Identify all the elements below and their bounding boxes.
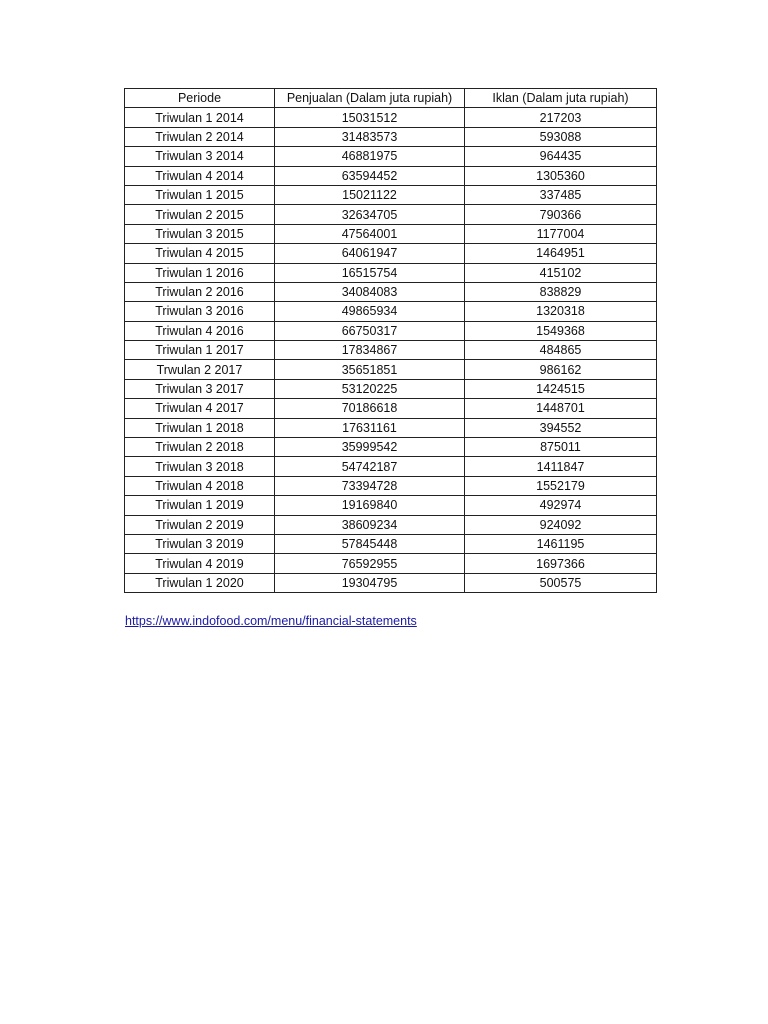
cell-penjualan: 15021122: [275, 185, 465, 204]
cell-periode: Triwulan 1 2015: [125, 185, 275, 204]
cell-periode: Triwulan 2 2015: [125, 205, 275, 224]
table-row: [125, 108, 657, 127]
cell-periode: Triwulan 4 2016: [125, 321, 275, 340]
cell-iklan: 1177004: [465, 224, 657, 243]
cell-penjualan: 19304795: [275, 573, 465, 592]
cell-iklan: 500575: [465, 573, 657, 592]
cell-periode: Triwulan 4 2014: [125, 166, 275, 185]
table-row: [125, 418, 657, 437]
cell-penjualan: 63594452: [275, 166, 465, 185]
table-row: [125, 515, 657, 534]
cell-periode: Triwulan 1 2018: [125, 418, 275, 437]
source-link[interactable]: https://www.indofood.com/menu/financial-statements: [125, 614, 417, 628]
cell-iklan: 1305360: [465, 166, 657, 185]
cell-iklan: 1461195: [465, 534, 657, 553]
table-row: [125, 360, 657, 379]
cell-penjualan: 34084083: [275, 282, 465, 301]
table-row: [125, 457, 657, 476]
cell-periode: Triwulan 2 2016: [125, 282, 275, 301]
table-row: [125, 166, 657, 185]
cell-iklan: 924092: [465, 515, 657, 534]
table-row: [125, 438, 657, 457]
cell-penjualan: 54742187: [275, 457, 465, 476]
table-row: [125, 302, 657, 321]
cell-iklan: 875011: [465, 438, 657, 457]
table-row: [125, 185, 657, 204]
table-body: [125, 108, 657, 593]
cell-iklan: 838829: [465, 282, 657, 301]
cell-iklan: 394552: [465, 418, 657, 437]
cell-iklan: 986162: [465, 360, 657, 379]
cell-periode: Triwulan 4 2017: [125, 399, 275, 418]
cell-periode: Triwulan 4 2019: [125, 554, 275, 573]
cell-periode: Triwulan 3 2019: [125, 534, 275, 553]
cell-periode: Triwulan 3 2017: [125, 379, 275, 398]
cell-iklan: 337485: [465, 185, 657, 204]
cell-iklan: 1448701: [465, 399, 657, 418]
cell-iklan: 1697366: [465, 554, 657, 573]
cell-penjualan: 35999542: [275, 438, 465, 457]
cell-periode: Trwulan 2 2017: [125, 360, 275, 379]
cell-penjualan: 64061947: [275, 244, 465, 263]
cell-iklan: 1552179: [465, 476, 657, 495]
table-row: [125, 147, 657, 166]
header-penjualan: Penjualan (Dalam juta rupiah): [275, 89, 465, 108]
cell-periode: Triwulan 1 2016: [125, 263, 275, 282]
table-row: [125, 341, 657, 360]
cell-iklan: 1464951: [465, 244, 657, 263]
cell-penjualan: 15031512: [275, 108, 465, 127]
table-row: [125, 496, 657, 515]
cell-iklan: 790366: [465, 205, 657, 224]
cell-periode: Triwulan 3 2014: [125, 147, 275, 166]
cell-penjualan: 19169840: [275, 496, 465, 515]
cell-penjualan: 38609234: [275, 515, 465, 534]
cell-iklan: 1549368: [465, 321, 657, 340]
table-row: [125, 205, 657, 224]
cell-penjualan: 17631161: [275, 418, 465, 437]
cell-periode: Triwulan 4 2015: [125, 244, 275, 263]
cell-iklan: 492974: [465, 496, 657, 515]
cell-periode: Triwulan 1 2017: [125, 341, 275, 360]
cell-periode: Triwulan 3 2016: [125, 302, 275, 321]
table-header: [125, 89, 657, 108]
cell-penjualan: 57845448: [275, 534, 465, 553]
cell-periode: Triwulan 3 2015: [125, 224, 275, 243]
cell-iklan: 484865: [465, 341, 657, 360]
cell-periode: Triwulan 2 2019: [125, 515, 275, 534]
table-row: [125, 321, 657, 340]
cell-iklan: 964435: [465, 147, 657, 166]
header-periode: Periode: [125, 89, 275, 108]
table-row: [125, 476, 657, 495]
table-row: [125, 263, 657, 282]
table-row: [125, 244, 657, 263]
cell-penjualan: 76592955: [275, 554, 465, 573]
cell-penjualan: 47564001: [275, 224, 465, 243]
sales-advertising-table: [124, 88, 657, 593]
cell-periode: Triwulan 4 2018: [125, 476, 275, 495]
cell-penjualan: 31483573: [275, 127, 465, 146]
cell-penjualan: 16515754: [275, 263, 465, 282]
cell-periode: Triwulan 2 2018: [125, 438, 275, 457]
header-iklan: Iklan (Dalam juta rupiah): [465, 89, 657, 108]
table-row: [125, 534, 657, 553]
table-row: [125, 554, 657, 573]
cell-iklan: 593088: [465, 127, 657, 146]
table-row: [125, 127, 657, 146]
cell-penjualan: 53120225: [275, 379, 465, 398]
cell-iklan: 1411847: [465, 457, 657, 476]
cell-penjualan: 49865934: [275, 302, 465, 321]
table-row: [125, 573, 657, 592]
cell-periode: Triwulan 3 2018: [125, 457, 275, 476]
header-row: [125, 89, 657, 108]
cell-periode: Triwulan 1 2014: [125, 108, 275, 127]
cell-penjualan: 17834867: [275, 341, 465, 360]
cell-periode: Triwulan 1 2020: [125, 573, 275, 592]
table-row: [125, 379, 657, 398]
cell-iklan: 217203: [465, 108, 657, 127]
cell-iklan: 1424515: [465, 379, 657, 398]
cell-penjualan: 73394728: [275, 476, 465, 495]
cell-penjualan: 32634705: [275, 205, 465, 224]
table-row: [125, 224, 657, 243]
cell-penjualan: 66750317: [275, 321, 465, 340]
cell-penjualan: 70186618: [275, 399, 465, 418]
cell-iklan: 415102: [465, 263, 657, 282]
cell-penjualan: 35651851: [275, 360, 465, 379]
cell-iklan: 1320318: [465, 302, 657, 321]
cell-periode: Triwulan 1 2019: [125, 496, 275, 515]
cell-penjualan: 46881975: [275, 147, 465, 166]
table-row: [125, 282, 657, 301]
cell-periode: Triwulan 2 2014: [125, 127, 275, 146]
table-row: [125, 399, 657, 418]
